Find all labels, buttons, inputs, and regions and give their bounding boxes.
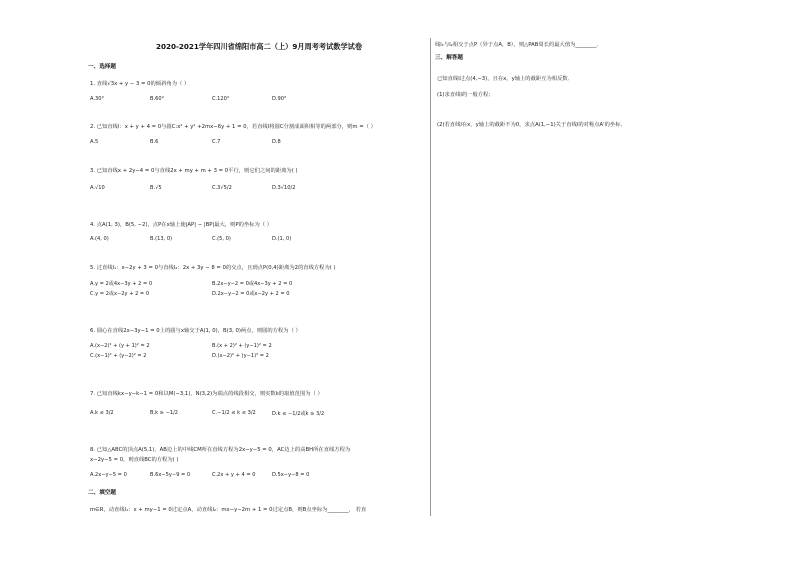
- option-a: A.y = 2或4x−3y + 2 = 0: [90, 281, 153, 287]
- question-8-options: [90, 472, 430, 480]
- question-3-options: [90, 185, 430, 193]
- question-5-options-row2: [90, 290, 430, 298]
- question-7-stem: 7. 已知直线kx−y−k−1 = 0和以M(−3,1)，N(3,2)为端点的线段相交，则实数k的取值范围为（ ）: [90, 391, 323, 397]
- option-a: A.30°: [90, 96, 105, 102]
- question-3-stem: 3. 已知直线x + 2y−4 = 0与直线2x + my + m + 3 = 0平行，则它们之间的距离为( ): [90, 168, 298, 174]
- section-heading-answer: 三、解答题: [435, 55, 463, 61]
- option-d: D.(1, 0): [272, 236, 292, 242]
- question-4-options: [90, 236, 430, 244]
- question-6-options-row1: [90, 343, 430, 351]
- option-b: B.(13, 0): [150, 236, 173, 242]
- option-a: A.(x−2)² + (y + 1)² = 2: [90, 343, 150, 349]
- option-b: B.(x + 2)² + (y−1)² = 2: [212, 343, 272, 349]
- question-8-stem-cont: x−2y−5 = 0，则直线BC的方程为( ): [90, 457, 179, 463]
- option-a: A.k ≤ 3/2: [90, 410, 114, 416]
- answer-intro: 已知直线l过点(4,−3)，且在x，y轴上的截距互为相反数．: [437, 76, 573, 82]
- question-5-stem: 5. 过直线l₁：x−2y + 3 = 0与直线l₂：2x + 3y − 8 = 0的交点，且到点P(0,4)距离为2的直线方程为( ): [90, 265, 336, 271]
- option-c: C.(5, 0): [212, 236, 231, 242]
- option-b: B.√5: [150, 185, 162, 191]
- question-2-options: [90, 139, 430, 147]
- option-a: A.5: [90, 139, 99, 145]
- option-a: A.2x−y−5 = 0: [90, 472, 127, 478]
- question-1-options: [90, 96, 430, 104]
- option-d: D.3√10/2: [272, 185, 296, 191]
- option-b: B.60°: [150, 96, 165, 102]
- option-d: D.(x−2)² + (y−1)² = 2: [212, 353, 269, 359]
- question-7-options: [90, 410, 430, 418]
- question-6-stem: 6. 圆心在直线2x−3y−1 = 0上的圆与x轴交于A(1, 0)，B(3, 0)两点，则圆的方程为（ ）: [90, 328, 301, 334]
- fill-question-cont: 线l₁与l₂相交于点P（异于点A，B），则△PAB周长的最大值为________．: [435, 42, 602, 48]
- option-c: C.y = 2或x−2y + 2 = 0: [90, 291, 150, 297]
- question-4-stem: 4. 点A(1, 3)，B(5, −2)，点P在x轴上使|AP| − |BP|最大，则P的坐标为（ ）: [90, 222, 273, 228]
- option-b: B.k ≥ −1/2: [150, 410, 179, 416]
- option-d: D.90°: [272, 96, 287, 102]
- answer-part-2: (2)若直线l在x，y轴上的截距不为0，求点A(1,−1)关于直线l的对称点A'的坐标．: [437, 122, 626, 128]
- paper-title: 2020-2021学年四川省绵阳市高二（上）9月周考考试数学试卷: [155, 42, 363, 51]
- question-8-stem: 8. 已知△ABC的顶点A(5,1)，AB边上的中线CM所在直线方程为2x−y−5 = 0，AC边上的高BH所在直线方程为: [90, 447, 351, 453]
- option-b: B.6: [150, 139, 159, 145]
- option-d: D.8: [272, 139, 281, 145]
- section-heading-choice: 一、选择题: [88, 64, 116, 70]
- column-divider: [430, 38, 431, 516]
- option-b: B.2x−y−2 = 0或4x−3y + 2 = 0: [212, 281, 293, 287]
- option-c: C.2x + y + 4 = 0: [212, 472, 256, 478]
- fill-question: m∈R，动直线l₁：x + my−1 = 0过定点A，动直线l₂：mx−y−2m + 1 = 0过定点B，则B点坐标为________， 若直: [90, 507, 367, 513]
- option-c: C.7: [212, 139, 221, 145]
- answer-part-1: (1)求直线l的一般方程；: [437, 92, 494, 98]
- option-c: C.−1/2 ≤ k ≤ 3/2: [212, 410, 256, 416]
- option-d: D.k ≤ −1/2或k ≥ 3/2: [272, 411, 325, 417]
- option-a: A.√10: [90, 185, 105, 191]
- option-c: C.3√5/2: [212, 185, 232, 191]
- option-a: A.(4, 0): [90, 236, 109, 242]
- option-d: D.5x−y−8 = 0: [272, 472, 310, 478]
- section-heading-fill: 二、填空题: [88, 490, 116, 496]
- option-b: B.6x−5y−9 = 0: [150, 472, 191, 478]
- question-6-options-row2: [90, 353, 430, 361]
- option-c: C.120°: [212, 96, 230, 102]
- question-2-stem: 2. 已知直线l：x + y + 4 = 0与圆C:x² + y² +2mx−6y + 1 = 0，若直线l将圆C分割成面积相等的两部分，则m =（ ）: [90, 124, 376, 130]
- question-5-options-row1: [90, 280, 430, 288]
- option-c: C.(x−1)² + (y−2)² = 2: [90, 353, 147, 359]
- option-d: D.2x−y−2 = 0或x−2y + 2 = 0: [212, 291, 290, 297]
- question-1-stem: 1. 直线√3x + y − 3 = 0的倾斜角为（ ）: [90, 81, 190, 87]
